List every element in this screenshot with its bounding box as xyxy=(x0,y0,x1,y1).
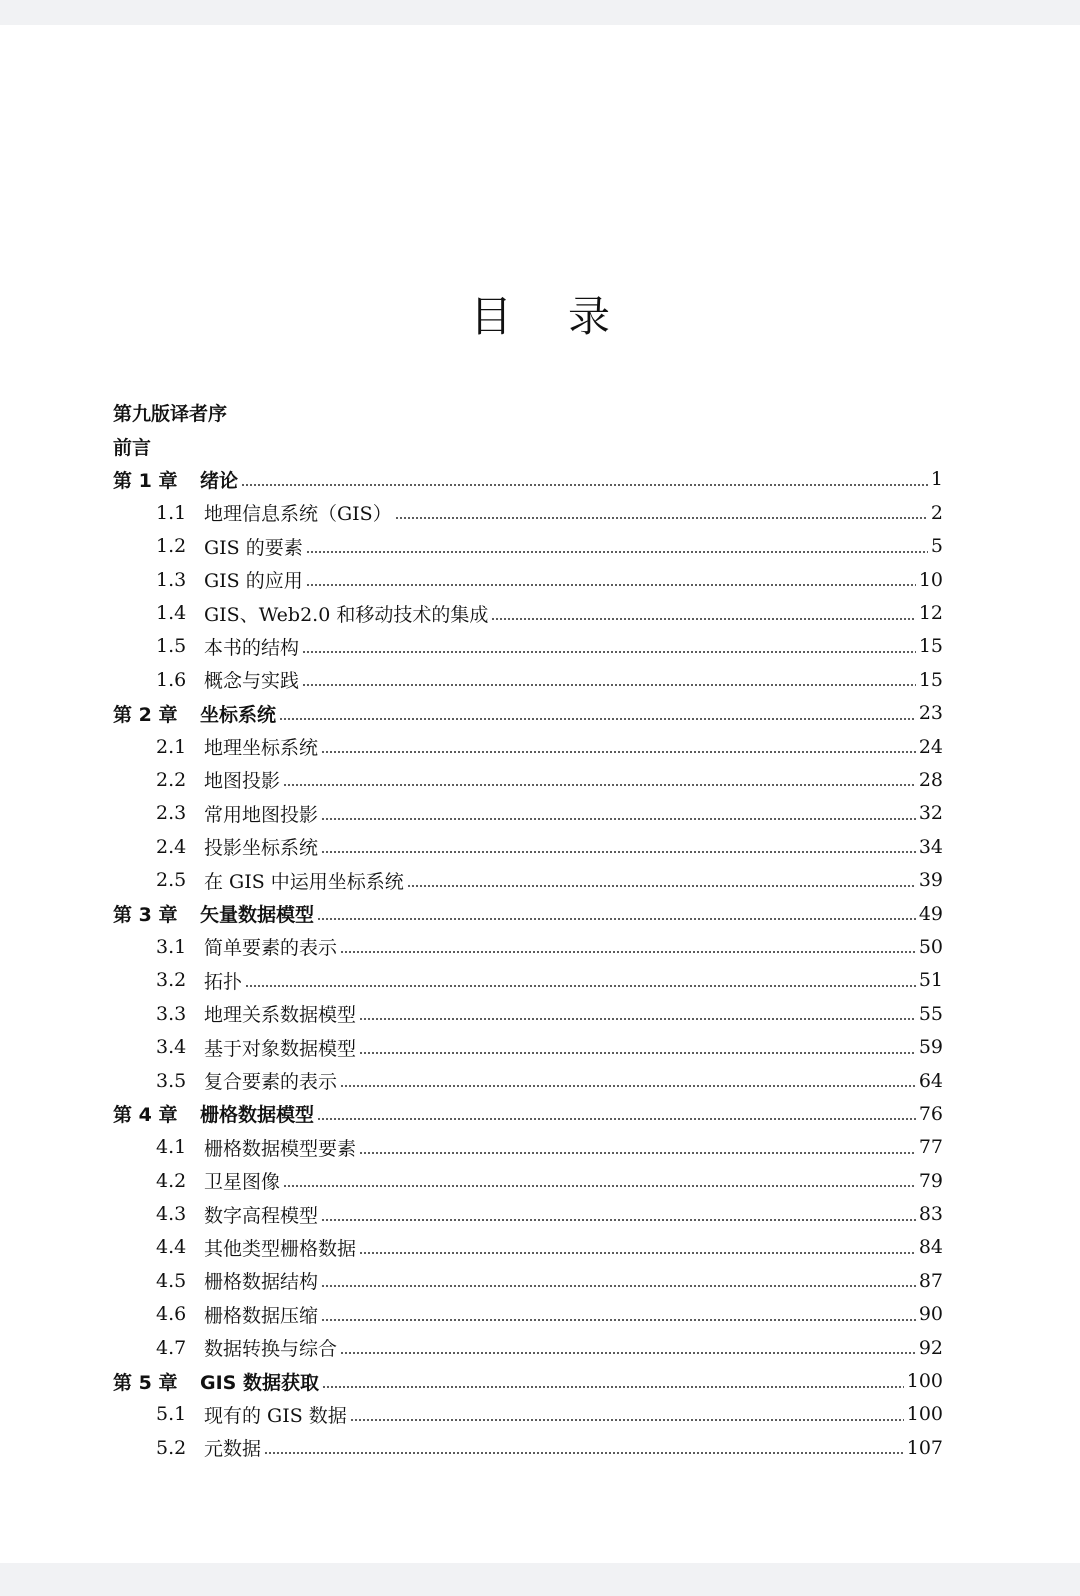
dot-leader xyxy=(340,1338,916,1357)
section-number: 2.3 xyxy=(156,802,187,825)
toc-section-row xyxy=(113,530,943,563)
section-number: 1.6 xyxy=(156,668,187,691)
table-of-contents xyxy=(113,396,943,1465)
toc-section-row xyxy=(113,1298,943,1331)
toc-title-char-1: 目 xyxy=(469,292,512,341)
page-number: 50 xyxy=(918,935,943,958)
page-number: 34 xyxy=(918,835,943,858)
section-title: 元数据 xyxy=(204,1438,262,1461)
section-number: 1.3 xyxy=(156,568,187,591)
section-title: 在 GIS 中运用坐标系统 xyxy=(204,870,404,893)
dot-leader xyxy=(317,1104,916,1123)
dot-leader xyxy=(359,1238,916,1257)
toc-section-row xyxy=(113,997,943,1030)
toc-section-row xyxy=(113,596,943,629)
dot-leader xyxy=(321,1271,916,1290)
dot-leader xyxy=(359,1004,916,1023)
dot-leader xyxy=(359,1138,916,1157)
dot-leader xyxy=(491,604,915,623)
page-number: 32 xyxy=(918,802,943,825)
toc-chapter-row xyxy=(113,463,943,496)
section-title: 栅格数据结构 xyxy=(204,1271,319,1294)
section-title: 简单要素的表示 xyxy=(204,937,338,960)
page-number: 15 xyxy=(918,635,943,658)
dot-leader xyxy=(306,537,928,556)
section-number: 4.3 xyxy=(156,1203,187,1226)
section-number: 2.2 xyxy=(156,768,187,791)
dot-leader xyxy=(302,670,916,689)
dot-leader xyxy=(321,1205,916,1224)
section-title: 概念与实践 xyxy=(204,670,300,693)
toc-section-row xyxy=(113,1197,943,1230)
toc-section-row xyxy=(113,730,943,763)
section-title: 栅格数据模型要素 xyxy=(204,1137,357,1160)
toc-chapter-row xyxy=(113,897,943,930)
toc-section-row xyxy=(113,1264,943,1297)
section-title: 地理信息系统（GIS） xyxy=(204,503,392,526)
dot-leader xyxy=(321,737,916,756)
chapter-title: 坐标系统 xyxy=(200,703,277,726)
section-number: 4.1 xyxy=(156,1136,187,1159)
section-number: 4.4 xyxy=(156,1236,187,1259)
page-number: 107 xyxy=(906,1436,943,1459)
chapter-title: 绪论 xyxy=(200,469,239,492)
page-number: 5 xyxy=(930,535,943,558)
section-title: GIS 的要素 xyxy=(204,536,303,559)
toc-section-row xyxy=(113,1398,943,1431)
section-title: 投影坐标系统 xyxy=(204,837,319,860)
section-title: 复合要素的表示 xyxy=(204,1071,338,1093)
page-number: 83 xyxy=(918,1203,943,1226)
page-number: 10 xyxy=(918,568,943,591)
toc-section-row xyxy=(113,1131,943,1164)
page-number: 28 xyxy=(918,768,943,791)
page-number: 100 xyxy=(906,1403,943,1426)
page-number: 55 xyxy=(918,1002,943,1025)
section-title: 本书的结构 xyxy=(204,636,300,659)
page-number: 79 xyxy=(918,1169,943,1192)
dot-leader xyxy=(350,1405,904,1424)
dot-leader xyxy=(283,770,916,789)
page-number: 24 xyxy=(918,735,943,758)
section-number: 1.4 xyxy=(156,602,187,625)
dot-leader xyxy=(340,937,916,956)
front-matter-label: 前言 xyxy=(113,436,152,459)
page-number: 92 xyxy=(918,1336,943,1359)
toc-section-row xyxy=(113,964,943,997)
toc-chapter-row xyxy=(113,697,943,730)
section-title: 栅格数据压缩 xyxy=(204,1304,319,1327)
chapter-number: 第 5 章 xyxy=(113,1371,178,1394)
document-page xyxy=(0,25,1080,1563)
chapter-number: 第 1 章 xyxy=(113,469,178,492)
section-number: 3.5 xyxy=(156,1069,187,1092)
toc-section-row xyxy=(113,496,943,529)
section-title: GIS 的应用 xyxy=(204,570,303,593)
dot-leader xyxy=(321,837,916,856)
dot-leader xyxy=(359,1038,916,1057)
section-title: 数据转换与综合 xyxy=(204,1338,338,1361)
front-matter-item xyxy=(113,396,943,429)
section-number: 5.2 xyxy=(156,1436,187,1459)
toc-title-char-2: 录 xyxy=(568,292,611,341)
section-title: GIS、Web2.0 和移动技术的集成 xyxy=(204,603,489,626)
page-number: 49 xyxy=(918,902,943,925)
page-number: 39 xyxy=(918,869,943,892)
page-number: 84 xyxy=(918,1236,943,1259)
toc-section-row xyxy=(113,1064,943,1097)
section-number: 1.1 xyxy=(156,501,187,524)
section-title: 拓扑 xyxy=(204,970,243,993)
toc-section-row xyxy=(113,663,943,696)
chapter-title: 栅格数据模型 xyxy=(200,1104,315,1127)
section-title: 基于对象数据模型 xyxy=(204,1037,357,1060)
chapter-number: 第 3 章 xyxy=(113,904,178,927)
toc-chapter-row xyxy=(113,1364,943,1397)
page-number: 77 xyxy=(918,1136,943,1159)
dot-leader xyxy=(279,704,916,723)
page-number: 23 xyxy=(918,702,943,725)
page-number: 59 xyxy=(918,1036,943,1059)
dot-leader xyxy=(245,971,916,990)
section-title: 常用地图投影 xyxy=(204,803,319,826)
page-number: 2 xyxy=(930,501,943,524)
toc-section-row xyxy=(113,830,943,863)
page-number: 64 xyxy=(918,1069,943,1092)
toc-section-row xyxy=(113,797,943,830)
page-number: 51 xyxy=(918,969,943,992)
section-number: 2.4 xyxy=(156,835,187,858)
section-title: 地图投影 xyxy=(204,770,281,793)
section-title: 地理坐标系统 xyxy=(204,737,319,760)
page-number: 100 xyxy=(906,1370,943,1393)
section-number: 4.6 xyxy=(156,1303,187,1326)
section-number: 3.2 xyxy=(156,969,187,992)
toc-section-row xyxy=(113,1030,943,1063)
section-title: 现有的 GIS 数据 xyxy=(204,1404,347,1427)
page-number: 1 xyxy=(930,468,943,491)
dot-leader xyxy=(395,503,928,522)
section-number: 5.1 xyxy=(156,1403,187,1426)
toc-section-row xyxy=(113,630,943,663)
dot-leader xyxy=(317,904,916,923)
toc-section-row xyxy=(113,1431,943,1464)
toc-section-row xyxy=(113,763,943,796)
toc-section-row xyxy=(113,1331,943,1364)
section-title: 地理关系数据模型 xyxy=(204,1004,357,1027)
section-number: 3.1 xyxy=(156,935,187,958)
chapter-title: GIS 数据获取 xyxy=(200,1371,319,1394)
toc-section-row xyxy=(113,1231,943,1264)
dot-leader xyxy=(264,1438,904,1457)
toc-section-row xyxy=(113,930,943,963)
section-number: 3.3 xyxy=(156,1002,187,1025)
section-number: 4.7 xyxy=(156,1336,187,1359)
dot-leader xyxy=(407,871,916,890)
section-number: 2.1 xyxy=(156,735,187,758)
dot-leader xyxy=(322,1372,904,1391)
toc-title xyxy=(0,287,1080,347)
dot-leader xyxy=(306,570,916,589)
page-number: 15 xyxy=(918,668,943,691)
front-matter-item xyxy=(113,429,943,462)
toc-section-row xyxy=(113,863,943,896)
chapter-number: 第 4 章 xyxy=(113,1104,178,1127)
dot-leader xyxy=(321,1305,916,1324)
dot-leader xyxy=(321,804,916,823)
section-title: 卫星图像 xyxy=(204,1171,281,1194)
page-number: 76 xyxy=(918,1102,943,1125)
page-number: 90 xyxy=(918,1303,943,1326)
section-title: 其他类型栅格数据 xyxy=(204,1237,357,1260)
chapter-title: 矢量数据模型 xyxy=(200,904,315,927)
dot-leader xyxy=(241,470,928,489)
section-title: 数字高程模型 xyxy=(204,1204,319,1227)
page-number: 87 xyxy=(918,1269,943,1292)
toc-section-row xyxy=(113,563,943,596)
front-matter-label: 第九版译者序 xyxy=(113,403,228,426)
section-number: 4.2 xyxy=(156,1169,187,1192)
toc-chapter-row xyxy=(113,1097,943,1130)
dot-leader xyxy=(283,1171,916,1190)
section-number: 1.5 xyxy=(156,635,187,658)
section-number: 4.5 xyxy=(156,1269,187,1292)
section-number: 1.2 xyxy=(156,535,187,558)
chapter-number: 第 2 章 xyxy=(113,703,178,726)
dot-leader xyxy=(340,1071,916,1090)
page-number: 12 xyxy=(918,602,943,625)
section-number: 2.5 xyxy=(156,869,187,892)
toc-section-row xyxy=(113,1164,943,1197)
section-number: 3.4 xyxy=(156,1036,187,1059)
dot-leader xyxy=(302,637,916,656)
